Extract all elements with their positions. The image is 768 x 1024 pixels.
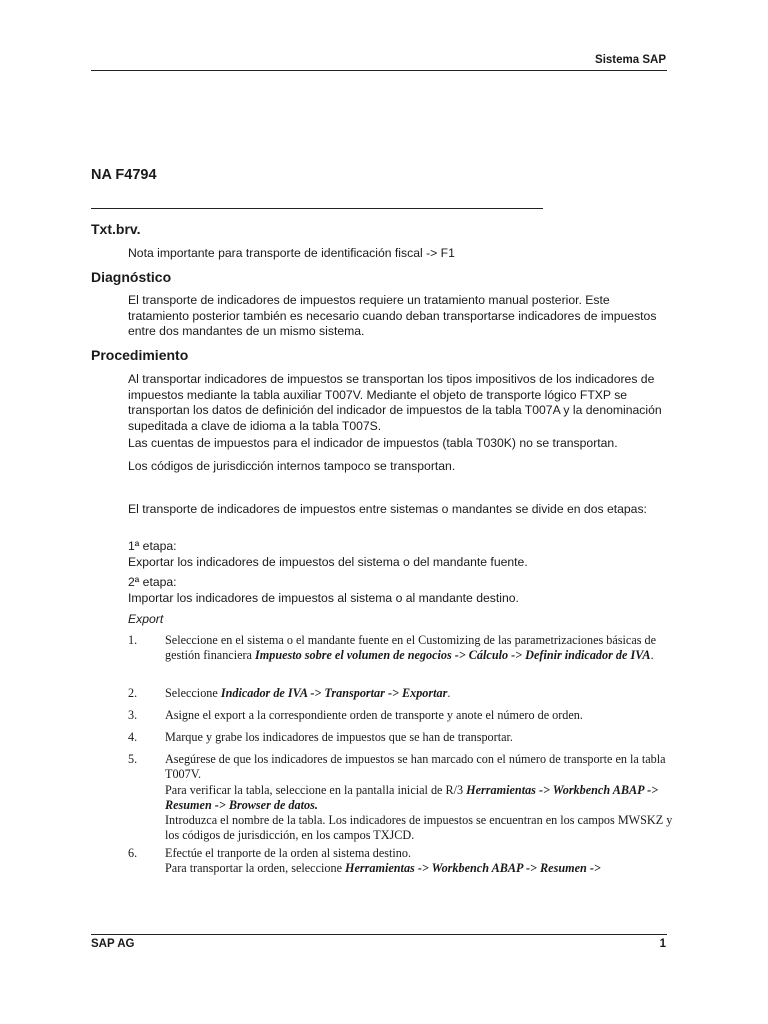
- step-3-text: Asigne el export a la correspondiente orden de transporte y anote el número de orden.: [165, 708, 583, 722]
- step-number: 4.: [128, 730, 138, 744]
- step-4-text: Marque y grabe los indicadores de impuestos que se han de transportar.: [165, 730, 513, 744]
- step-5-text: [165, 752, 680, 844]
- step-2-text: [165, 686, 680, 701]
- step-5-menu-path: Herramientas -> Workbench ABAP -> Resumen -> Browser de datos.: [165, 782, 659, 812]
- procedimiento-p4: El transporte de indicadores de impuestos entre sistemas o mandantes se divide en dos etapas:: [128, 502, 647, 516]
- step-2-end: .: [447, 686, 451, 700]
- procedimiento-p3: Los códigos de jurisdicción internos tampoco se transportan.: [128, 459, 456, 473]
- procedimiento-p2: Las cuentas de impuestos para el indicador de impuestos (tabla T030K) no se transportan.: [128, 436, 618, 450]
- diagnostico-text: El transporte de indicadores de impuestos requiere un tratamiento manual posterior. Este tratamiento posterior también es necesario cuando deban transportarse indicadores de impuestos entre dos mandantes de un mismo sistema.: [128, 293, 657, 338]
- stage1-text: Exportar los indicadores de impuestos del sistema o del mandante fuente.: [128, 554, 528, 569]
- step-number: 5.: [128, 752, 138, 766]
- step-6-text: [165, 846, 680, 877]
- document-title: NA F4794: [91, 167, 157, 183]
- step-number: 3.: [128, 708, 138, 722]
- export-label: Export: [128, 612, 164, 626]
- page-number: 1: [659, 938, 666, 950]
- step-number: 6.: [128, 846, 138, 860]
- step-5-line3: Introduzca el nombre de la tabla. Los indicadores de impuestos se encuentran en los campos MWSKZ y los códigos de jurisdicción, en los campos TXJCD.: [165, 813, 673, 843]
- stage1-label: 1ª etapa:: [128, 539, 177, 553]
- step-5-line2: [165, 783, 680, 814]
- heading-txt-brv: Txt.brv.: [91, 221, 141, 237]
- procedimiento-p1: Al transportar indicadores de impuestos se transportan los tipos impositivos de los indicadores de impuestos mediante la tabla auxiliar T007V. Mediante el objeto de transporte lógico FTXP se transportan los datos de definición del indicador de impuestos de la tabla T007A y la denominación supeditada a clave de idioma a la tabla T007S.: [128, 372, 662, 433]
- step-1-menu-path: Impuesto sobre el volumen de negocios -> Cálculo -> Definir indicador de IVA: [255, 648, 651, 663]
- step-5-line2-plain: Para verificar la tabla, seleccione en la pantalla inicial de R/3: [165, 782, 467, 797]
- footer-company: SAP AG: [91, 938, 135, 950]
- step-5-line1: Asegúrese de que los indicadores de impuestos se han marcado con el número de transporte en la tabla T007V.: [165, 752, 666, 782]
- header-rule: [91, 70, 667, 71]
- step-number: 2.: [128, 686, 138, 700]
- step-1-text: [165, 633, 680, 664]
- heading-procedimiento: Procedimiento: [91, 347, 189, 363]
- step-1-end: .: [650, 648, 654, 663]
- step-6-line2: [165, 861, 680, 876]
- stage2-text: Importar los indicadores de impuestos al sistema o al mandante destino.: [128, 590, 519, 605]
- footer-rule: [91, 934, 667, 935]
- step-6-menu-path: Herramientas -> Workbench ABAP -> Resumen ->: [345, 861, 601, 876]
- step-2-menu-path: Indicador de IVA -> Transportar -> Exportar: [220, 686, 448, 700]
- stage2-label: 2ª etapa:: [128, 575, 177, 589]
- header-system-name: Sistema SAP: [595, 54, 666, 66]
- txt-brv-text: Nota importante para transporte de identificación fiscal -> F1: [128, 246, 455, 260]
- step-number: 1.: [128, 633, 138, 647]
- step-6-line1: Efectúe el tranporte de la orden al sistema destino.: [165, 846, 412, 860]
- title-rule: [91, 208, 543, 209]
- step-6-line2-plain: Para transportar la orden, seleccione: [165, 861, 346, 876]
- stage1: [128, 539, 668, 570]
- step-2-plain: Seleccione: [165, 686, 221, 700]
- heading-diagnostico: Diagnóstico: [91, 269, 172, 285]
- stage2: [128, 575, 668, 606]
- step-1-plain: Seleccione en el sistema o el mandante fuente en el Customizing de las parametrizaciones básicas de gestión financiera: [165, 633, 657, 663]
